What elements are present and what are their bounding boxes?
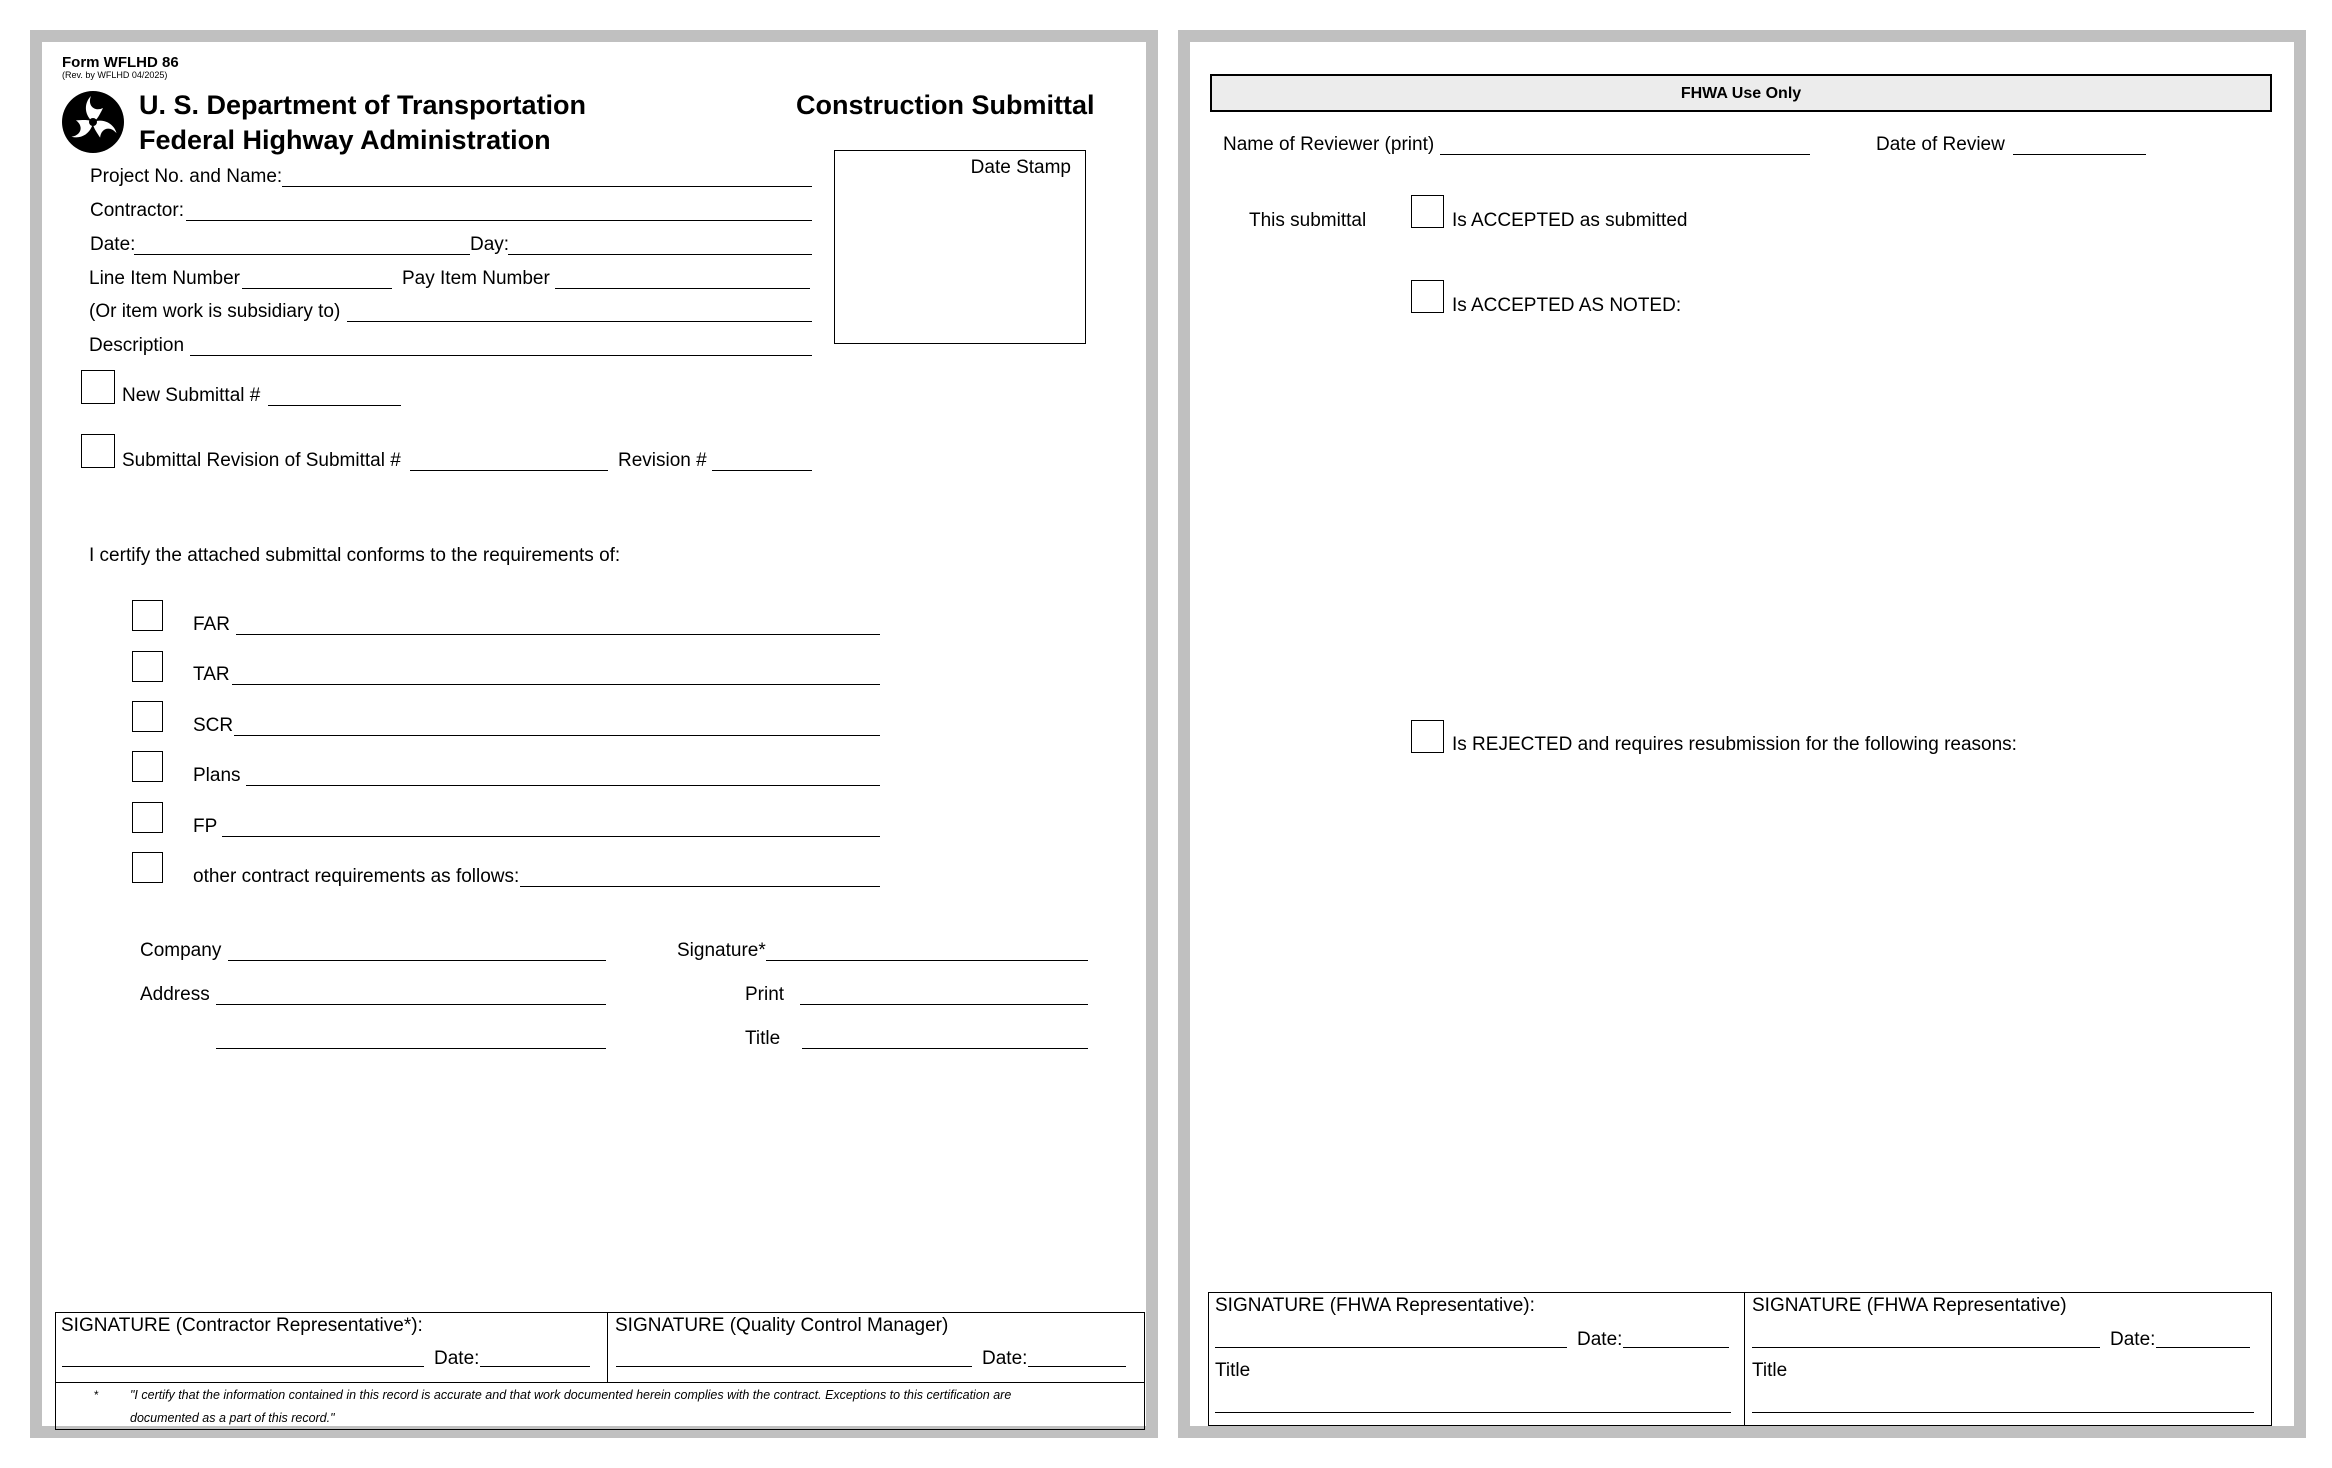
tar-checkbox[interactable] [132, 651, 163, 682]
req-tar-label: TAR [193, 664, 230, 685]
subsidiary-label: (Or item work is subsidiary to) [89, 301, 341, 322]
this-submittal-label: This submittal [1249, 210, 1367, 231]
line-item-field[interactable] [242, 288, 392, 289]
certify-statement: I certify the attached submittal conforms to the requirements of: [89, 545, 621, 566]
pay-item-field[interactable] [555, 288, 810, 289]
accepted-noted-checkbox[interactable] [1411, 280, 1444, 313]
new-submittal-checkbox[interactable] [81, 370, 115, 404]
company-label: Company [140, 940, 222, 961]
revision-submittal-label: Submittal Revision of Submittal # [122, 450, 401, 471]
fhwa-table-divider [1744, 1292, 1745, 1426]
address-field-2[interactable] [216, 1048, 606, 1049]
date-stamp-label: Date Stamp [970, 157, 1071, 178]
signature-table-footer-divider [55, 1382, 1145, 1383]
sig-fhwa-1-title-label: Title [1215, 1360, 1251, 1381]
req-other-field[interactable] [520, 886, 880, 887]
rejected-checkbox[interactable] [1411, 720, 1444, 753]
address-field-1[interactable] [216, 1004, 606, 1005]
title-field[interactable] [802, 1048, 1088, 1049]
title-label: Title [745, 1028, 781, 1049]
day-label: Day: [470, 234, 510, 255]
print-field[interactable] [800, 1004, 1088, 1005]
req-scr-field[interactable] [234, 735, 880, 736]
req-tar-field[interactable] [232, 684, 880, 685]
date-label: Date: [90, 234, 136, 255]
sig-fhwa-2-title-field[interactable] [1752, 1412, 2254, 1413]
sig-contractor-date-field[interactable] [480, 1366, 590, 1367]
fhwa-header-label: FHWA Use Only [1680, 85, 1802, 102]
plans-checkbox[interactable] [132, 751, 163, 782]
date-field[interactable] [134, 254, 470, 255]
sig-fhwa-2-title-label: Title [1752, 1360, 1788, 1381]
project-field[interactable] [282, 186, 812, 187]
req-scr-label: SCR [193, 715, 234, 736]
revision-note: (Rev. by WFLHD 04/2025) [62, 70, 168, 80]
accepted-label: Is ACCEPTED as submitted [1452, 210, 1688, 231]
signature-table-divider [607, 1312, 608, 1382]
signature-label: Signature* [677, 940, 766, 961]
fhwa-use-only-header [1210, 74, 2272, 112]
new-submittal-field[interactable] [268, 405, 401, 406]
req-plans-label: Plans [193, 765, 241, 786]
contractor-field[interactable] [186, 220, 812, 221]
signature-field[interactable] [766, 960, 1088, 961]
contractor-label: Contractor: [90, 200, 184, 221]
form-number: Form WFLHD 86 [62, 54, 179, 71]
revision-number-field[interactable] [712, 470, 812, 471]
footnote-bullet: * [94, 1388, 99, 1402]
sig-fhwa-1-title-field[interactable] [1215, 1412, 1731, 1413]
sig-qc-field[interactable] [616, 1366, 972, 1367]
sig-qc-date-field[interactable] [1028, 1366, 1126, 1367]
date-stamp-box [834, 150, 1086, 344]
form-title: Construction Submittal [796, 90, 1095, 120]
req-fp-label: FP [193, 816, 218, 837]
dot-triskelion-logo-icon [61, 90, 125, 154]
day-field[interactable] [508, 254, 812, 255]
sig-fhwa-1-date-field[interactable] [1623, 1347, 1729, 1348]
project-label: Project No. and Name: [90, 166, 283, 187]
reviewer-field[interactable] [1440, 154, 1810, 155]
footnote-line-2: documented as a part of this record." [130, 1411, 335, 1425]
req-far-field[interactable] [236, 634, 880, 635]
sig-fhwa-1-date-label: Date: [1577, 1329, 1623, 1350]
sig-fhwa-1-field[interactable] [1215, 1347, 1567, 1348]
sig-qc-date-label: Date: [982, 1348, 1028, 1369]
sig-fhwa-1-label: SIGNATURE (FHWA Representative): [1215, 1295, 1535, 1316]
req-plans-field[interactable] [246, 785, 880, 786]
description-field[interactable] [190, 355, 812, 356]
revision-number-label: Revision # [618, 450, 707, 471]
accepted-noted-label: Is ACCEPTED AS NOTED: [1452, 295, 1682, 316]
sig-contractor-date-label: Date: [434, 1348, 480, 1369]
sig-fhwa-2-date-field[interactable] [2156, 1347, 2250, 1348]
revision-submittal-checkbox[interactable] [81, 434, 115, 468]
req-far-label: FAR [193, 614, 230, 635]
line-item-label: Line Item Number [89, 268, 241, 289]
sig-fhwa-2-label: SIGNATURE (FHWA Representative) [1752, 1295, 2067, 1316]
pay-item-label: Pay Item Number [402, 268, 550, 289]
print-label: Print [745, 984, 785, 1005]
review-date-field[interactable] [2013, 154, 2146, 155]
req-fp-field[interactable] [222, 836, 880, 837]
req-other-label: other contract requirements as follows: [193, 866, 520, 887]
sig-fhwa-2-date-label: Date: [2110, 1329, 2156, 1350]
sig-contractor-label: SIGNATURE (Contractor Representative*): [61, 1315, 423, 1336]
revision-submittal-field[interactable] [410, 470, 608, 471]
form-page-fhwa [1178, 30, 2306, 1438]
footnote-line-1: "I certify that the information contained in this record is accurate and that work documented herein complies with the contract. Exceptions to this certification are [130, 1388, 1012, 1402]
new-submittal-label: New Submittal # [122, 385, 261, 406]
rejected-label: Is REJECTED and requires resubmission for the following reasons: [1452, 734, 2017, 755]
sig-fhwa-2-field[interactable] [1752, 1347, 2100, 1348]
description-label: Description [89, 335, 185, 356]
review-date-label: Date of Review [1876, 134, 2005, 155]
accepted-checkbox[interactable] [1411, 195, 1444, 228]
far-checkbox[interactable] [132, 600, 163, 631]
form-page-contractor [30, 30, 1158, 1438]
company-field[interactable] [228, 960, 606, 961]
sig-contractor-field[interactable] [62, 1366, 424, 1367]
fp-checkbox[interactable] [132, 802, 163, 833]
subsidiary-field[interactable] [347, 321, 812, 322]
scr-checkbox[interactable] [132, 701, 163, 732]
agency-line-2: Federal Highway Administration [139, 125, 551, 155]
sig-qc-label: SIGNATURE (Quality Control Manager) [615, 1315, 949, 1336]
reviewer-label: Name of Reviewer (print) [1223, 134, 1435, 155]
other-requirements-checkbox[interactable] [132, 852, 163, 883]
agency-line-1: U. S. Department of Transportation [139, 90, 587, 120]
address-label: Address [140, 984, 210, 1005]
